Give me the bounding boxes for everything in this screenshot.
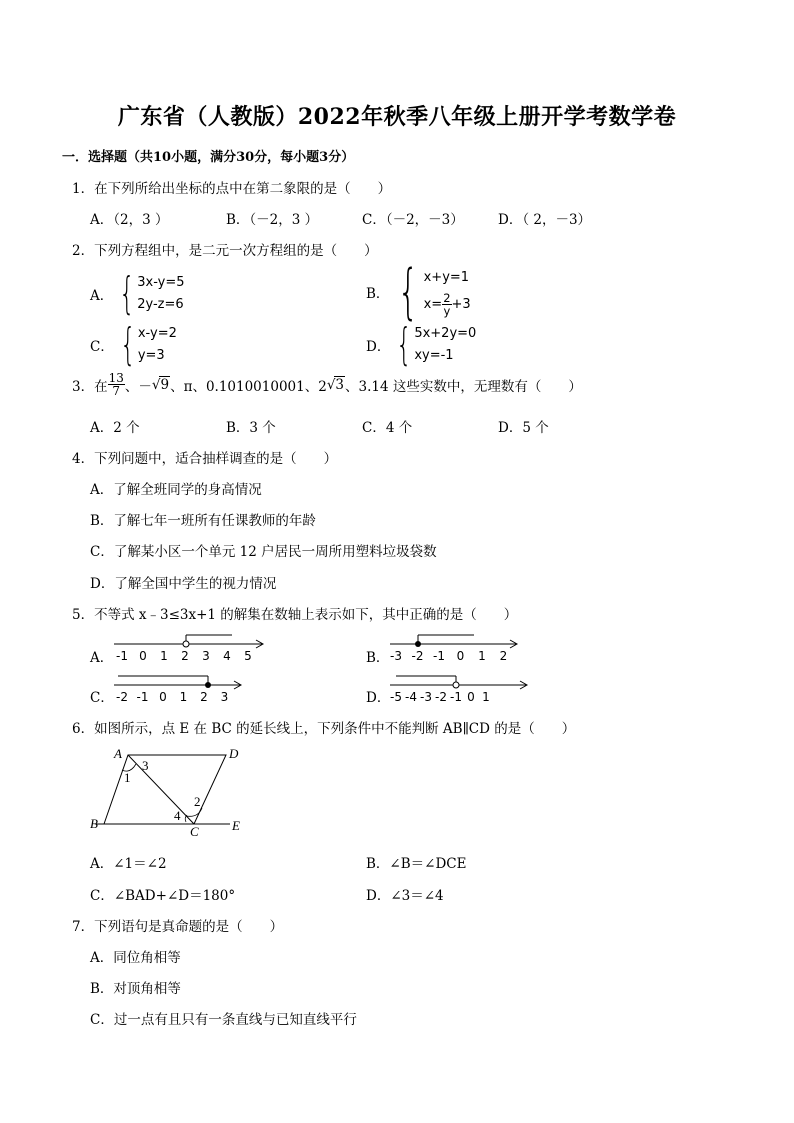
- q5-option-d-label: D．: [366, 690, 391, 706]
- q4-option-d: D．了解全国中学生的视力情况: [90, 576, 277, 592]
- q1-option-c: C．（－2，－3）: [362, 212, 464, 228]
- tick-label: 0: [456, 649, 465, 663]
- tick-label: 1: [482, 690, 490, 704]
- tick-label: 2: [200, 690, 208, 704]
- q3-radicand-1: 9: [160, 377, 170, 393]
- q7-option-c: C．过一点有且只有一条直线与已知直线平行: [90, 1012, 357, 1028]
- q3-pre: 3．在: [72, 378, 108, 395]
- q2-a-eq1: 3x-y=5: [137, 275, 185, 290]
- section-heading: 一．选择题（共10小题，满分30分，每小题3分）: [62, 150, 355, 165]
- question-4-stem: 4．下列问题中，适合抽样调查的是（ ）: [72, 451, 338, 467]
- tick-label: 1: [160, 649, 168, 663]
- tick-label: -1: [450, 690, 462, 704]
- q4-option-a: A．了解全班同学的身高情况: [90, 482, 262, 498]
- q3-option-b: B．3 个: [226, 420, 276, 436]
- q2-a-eq2: 2y-z=6: [137, 297, 184, 312]
- angle-label-1: 1: [124, 770, 131, 785]
- q6-option-d: D．∠3＝∠4: [366, 888, 444, 904]
- q5-number-line-d: [388, 671, 538, 707]
- q2-c-eq2: y=3: [137, 348, 165, 363]
- q2-b-eq1: x+y=1: [423, 269, 470, 285]
- q3-post: 、3.14 这些实数中，无理数有（ ）: [345, 378, 582, 395]
- tick-label: -2: [116, 690, 128, 704]
- tick-label: 1: [179, 690, 188, 704]
- q5-option-c-label: C．: [90, 690, 114, 706]
- q2-a-label: A．: [90, 288, 114, 304]
- tick-label: -1: [433, 649, 445, 663]
- point-label-b: B: [90, 816, 98, 831]
- q3-option-a: A．2 个: [90, 420, 140, 436]
- page-title: 广东省（人教版）2022年秋季八年级上册开学考数学卷: [117, 104, 677, 130]
- q2-b-label: B．: [366, 286, 390, 302]
- sqrt-icon: √: [326, 376, 336, 393]
- q3-radicand-2: 3: [335, 377, 345, 393]
- tick-label: -4: [405, 690, 417, 704]
- question-7-stem: 7．下列语句是真命题的是（ ）: [72, 919, 284, 935]
- q2-d-eq2: xy=-1: [414, 348, 454, 363]
- brace-icon: {: [396, 319, 413, 370]
- q2-d-label: D．: [366, 339, 391, 355]
- tick-label: -2: [411, 649, 424, 663]
- q2-c-label: C．: [90, 339, 114, 355]
- tick-label: 4: [223, 649, 231, 663]
- angle-label-4: 4: [174, 808, 181, 823]
- q5-option-b-label: B．: [366, 650, 390, 666]
- q7-option-a: A．同位角相等: [90, 950, 181, 966]
- q3-mid1: 、－: [124, 378, 152, 395]
- question-1-stem: 1．在下列所给出坐标的点中在第二象限的是（ ）: [72, 181, 392, 197]
- tick-label: 2: [499, 649, 508, 663]
- tick-label: 0: [159, 690, 167, 704]
- angle-label-2: 2: [194, 794, 201, 809]
- q3-option-d: D．5 个: [498, 420, 549, 436]
- q2-b-frac-den: y: [443, 303, 451, 318]
- q6-option-a: A．∠1＝∠2: [90, 856, 167, 872]
- brace-icon: {: [119, 268, 135, 319]
- q2-d-eq1: 5x+2y=0: [414, 326, 477, 341]
- point-label-a: A: [114, 746, 122, 761]
- tick-label: 0: [467, 690, 475, 704]
- q7-option-b: B．对顶角相等: [90, 981, 181, 997]
- q3-mid2: 、π、0.1010010001、2: [170, 378, 327, 395]
- q6-option-b: B．∠B＝∠DCE: [366, 856, 467, 872]
- q2-c-eq1: x-y=2: [137, 326, 177, 341]
- q3-frac-den: 7: [112, 384, 121, 398]
- tick-label: 1: [478, 649, 486, 663]
- tick-label: 0: [139, 649, 147, 663]
- point-label-c: C: [190, 824, 199, 839]
- q2-option-d: [366, 319, 477, 370]
- sqrt-icon: √: [151, 376, 161, 393]
- tick-label: -3: [420, 690, 432, 704]
- q6-option-c: C．∠BAD+∠D＝180°: [90, 888, 236, 904]
- question-3-stem: [72, 372, 582, 397]
- tick-label: -3: [390, 649, 402, 663]
- geometry-figure: [86, 742, 256, 842]
- q5-number-line-a: [112, 630, 272, 666]
- q3-frac-num: 13: [108, 371, 124, 385]
- q2-b-eq2-post: +3: [451, 296, 471, 312]
- q4-option-b: B．了解七年一班所有任课教师的年龄: [90, 513, 316, 529]
- tick-label: -2: [435, 690, 447, 704]
- q2-option-c: [90, 319, 177, 370]
- q2-b-eq2-pre: x=: [423, 296, 443, 312]
- angle-label-3: 3: [142, 758, 149, 773]
- q2-option-b: [366, 257, 471, 327]
- q1-option-a: A．（2，3 ）: [90, 212, 169, 228]
- point-label-d: D: [229, 746, 239, 761]
- q4-option-c: C．了解某小区一个单元 12 户居民一周所用塑料垃圾袋数: [90, 544, 437, 560]
- q5-number-line-c: [112, 671, 252, 707]
- tick-label: 5: [244, 649, 252, 663]
- q1-option-b: B．（－2，3 ）: [226, 212, 319, 228]
- tick-label: -1: [116, 649, 128, 663]
- q3-option-c: C．4 个: [362, 420, 413, 436]
- question-2-stem: 2．下列方程组中，是二元一次方程组的是（ ）: [72, 243, 378, 259]
- q5-option-a-label: A．: [90, 650, 114, 666]
- question-5-stem: 5．不等式 x﹣3≤3x+1 的解集在数轴上表示如下，其中正确的是（ ）: [72, 607, 518, 623]
- q2-option-a: [90, 268, 185, 319]
- tick-label: -1: [136, 690, 149, 704]
- question-6-stem: 6．如图所示，点 E 在 BC 的延长线上，下列条件中不能判断 AB∥CD 的是（ ）: [72, 721, 576, 737]
- brace-icon: {: [398, 257, 420, 327]
- q5-number-line-b: [388, 630, 528, 666]
- tick-label: -5: [390, 690, 402, 704]
- tick-label: 3: [202, 649, 210, 663]
- tick-label: 3: [220, 690, 229, 704]
- tick-label: 2: [181, 649, 189, 663]
- point-label-e: E: [232, 818, 240, 833]
- q2-b-frac-num: 2: [443, 290, 451, 305]
- q1-option-d: D．（ 2，－3）: [498, 212, 592, 228]
- brace-icon: {: [120, 319, 136, 370]
